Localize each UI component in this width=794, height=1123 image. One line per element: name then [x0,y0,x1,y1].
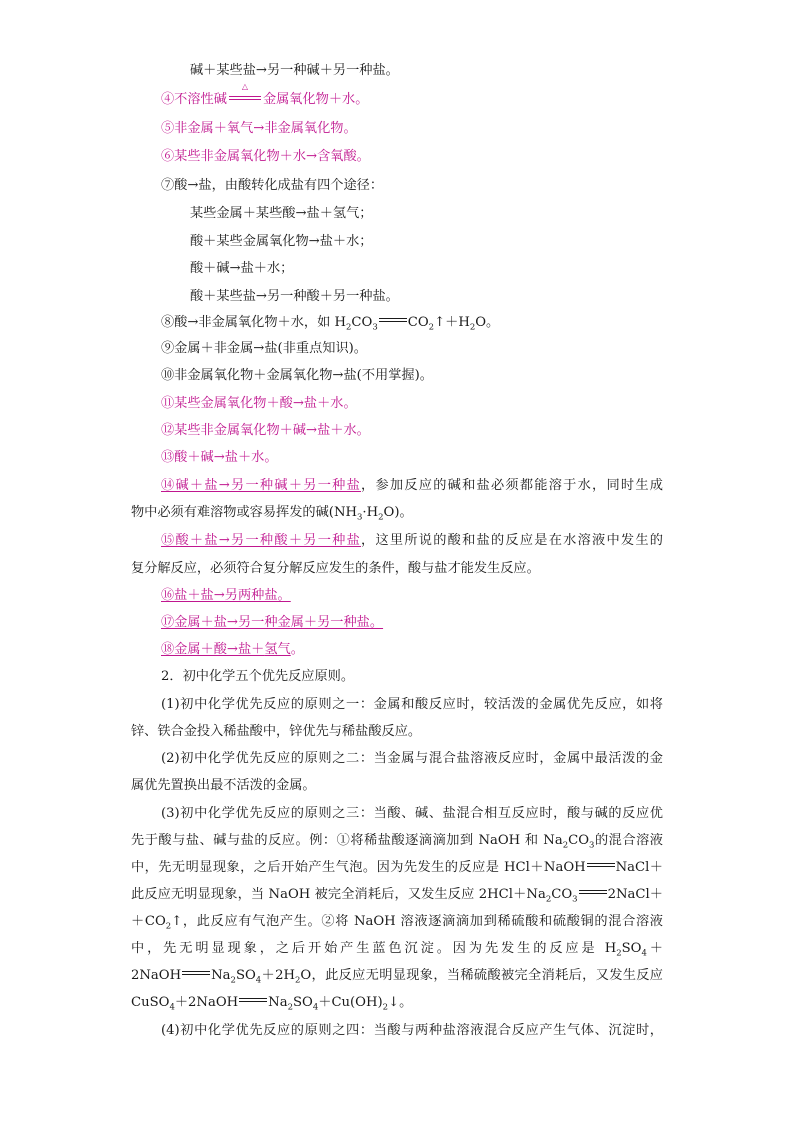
text-line: ⑯盐＋盐→另两种盐。 [161,588,291,603]
text-line: ⑤非金属＋氧气→非金属氧化物。 [161,121,357,136]
text-line: (1)初中化学优先反应的原则之一：金属和酸反应时，较活泼的金属优先反应，如将 [161,697,663,712]
text-line: 碱＋某些盐→另一种碱＋另一种盐。 [190,63,399,78]
text-line: ⑩非金属氧化物＋金属氧化物→盐(不用掌握)。 [161,368,433,383]
text-line: ⑱金属＋酸→盐＋氢气。 [161,642,304,657]
text-line: ⑧酸→非金属氧化物＋水，如 $H_2CO_3$ $CO_2↑+H_2O$。 [161,315,500,333]
equals-sign [182,968,210,978]
text-line: (3)初中化学优先反应的原则之三：当酸、碱、盐混合相互反应时，酸与碱的反应优 [161,806,663,821]
text-line: ⑬酸＋碱→盐＋水。 [161,450,278,465]
text-line: 中，先无明显现象，之后开始产生气泡。因为先发生的反应是 HCl＋NaOH NaCl＋ [131,860,663,875]
text-line: ⑨金属＋非金属→盐(非重点知识)。 [161,341,367,356]
text-line: ⑥某些非金属氧化物＋水→含氧酸。 [161,149,370,164]
text-line: 锌、铁合金投入稀盐酸中，锌优先与稀盐酸反应。 [131,724,422,739]
text-line: CuSO$_4$＋2NaOH $Na_2SO_4+Cu(OH)_2↓$。 [131,995,413,1013]
text-line: ⑮酸＋盐→另一种酸＋另一种盐，这里所说的酸和盐的反应是在水溶液中发生的 [161,533,663,548]
text-line: 中，先无明显现象，之后开始产生蓝色沉淀。因为先发生的反应是 $H_2SO_4+$ [131,941,663,957]
text-line: (2)初中化学优先反应的原则之二：当金属与混合盐溶液反应时，金属中最活泼的金 [161,751,663,766]
equals-sign [239,995,267,1005]
text-line: 某些金属＋某些酸→盐＋氢气； [190,206,373,221]
text-line: 酸＋某些金属氧化物→盐＋水； [190,234,373,249]
text-line: 物中必须有难溶物或容易挥发的碱$(NH_3\cdot H_2O)$。 [131,505,413,523]
text-line: 属优先置换出最不活泼的金属。 [131,778,316,793]
text-line: ⑫某些非金属氧化物＋碱→盐＋水。 [161,423,370,438]
equals-sign [579,887,607,897]
text-line: ⑪某些金属氧化物＋酸→盐＋水。 [161,396,357,411]
equals-sign [587,860,615,870]
text-line: 酸＋碱→盐＋水； [190,261,294,276]
text-line: ④不溶性碱 △ 金属氧化物＋水。 [161,82,369,107]
equals-sign [379,315,407,325]
text-line: (4)初中化学优先反应的原则之四：当酸与两种盐溶液混合反应产生气体、沉淀时， [161,1023,663,1038]
text-line: ⑦酸→盐，由酸转化成盐有四个途径： [161,178,384,193]
text-line: ⑰金属＋盐→另一种金属＋另一种盐。 [161,615,384,630]
text-line: 先于酸与盐、碱与盐的反应。例：①将稀盐酸逐滴滴加到 NaOH 和 $Na_2CO_3$的混合溶液 [131,833,663,849]
section-heading: 2．初中化学五个优先反应原则。 [161,669,355,684]
text-line: 复分解反应，必须符合复分解反应发生的条件，酸与盐才能发生反应。 [131,561,540,576]
heating-equation-sign: △ [229,92,261,104]
text-line: 酸＋某些盐→另一种酸＋另一种盐。 [190,289,399,304]
text-line: 2NaOH $Na_2SO_4+2H_2O$，此反应无明显现象，当稀硫酸被完全消耗后，又发生反应 [131,968,663,984]
text-line: $+CO_2↑$，此反应有气泡产生。②将 NaOH 溶液逐滴滴加到稀硫酸和硫酸铜的混合溶液 [131,914,663,930]
text-line: ⑭碱＋盐→另一种碱＋另一种盐，参加反应的碱和盐必须都能溶于水，同时生成 [161,478,663,493]
text-line: 此反应无明显现象，当 NaOH 被完全消耗后，又发生反应 $2HCl+Na_2CO_3$ 2NaCl＋ [131,887,663,903]
